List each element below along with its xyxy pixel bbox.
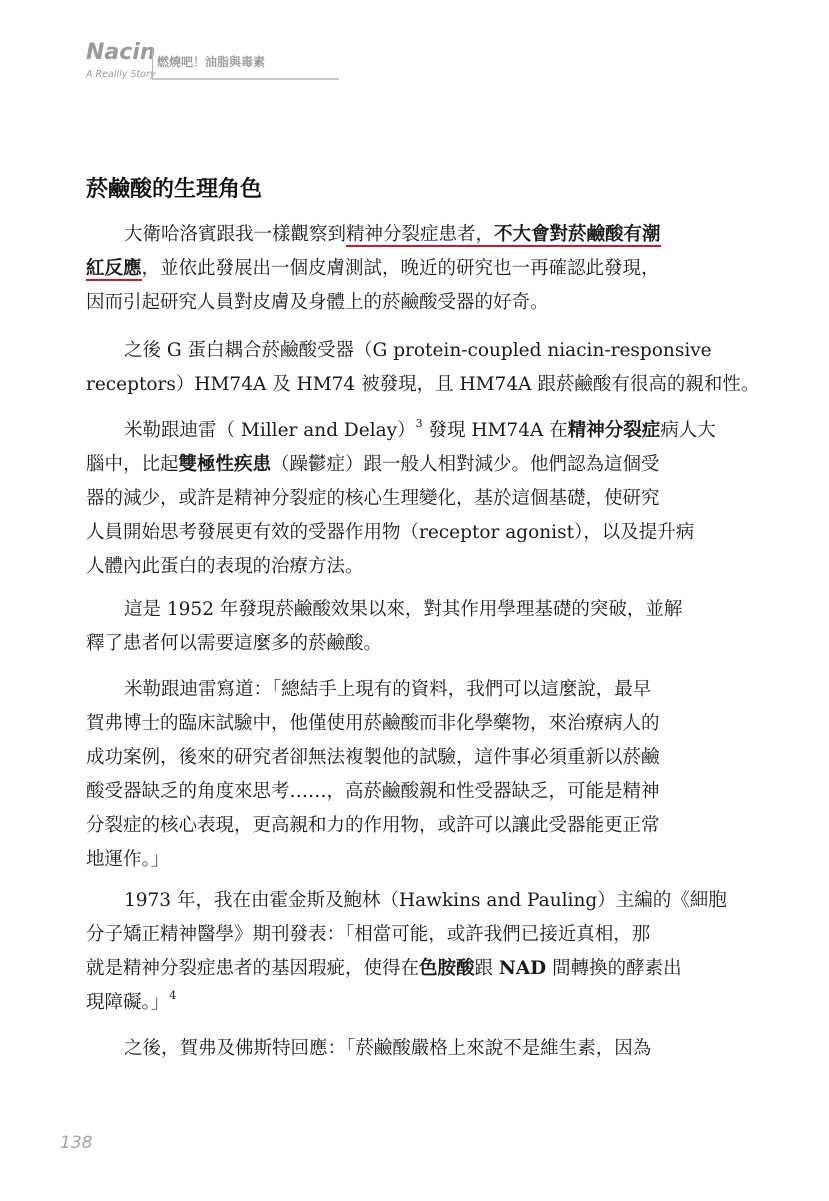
text-line: 釋了患者何以需要這麼多的菸鹼酸。 (86, 633, 383, 654)
running-header (86, 40, 326, 90)
text-line (86, 986, 746, 1020)
text-line: 這是 1952 年發現菸鹼酸效果以來，對其作用學理基礎的突破，並解 (124, 599, 683, 620)
paragraph-4 (86, 593, 746, 661)
text-line: 分子矯正精神醫學》期刊發表：「相當可能，或許我們已接近真相，那 (86, 924, 651, 945)
text-line: 人體內此蛋白的表現的治療方法。 (86, 556, 364, 577)
text-line: 成功案例，後來的研究者卻無法複製他的試驗，這件事必須重新以菸鹼 (86, 747, 660, 768)
text-run: 現障礙。」 (86, 992, 170, 1013)
paragraph-3 (86, 414, 746, 584)
text-run: 大衛哈洛賓跟我一樣觀察到 (124, 224, 347, 245)
text-run: ，並依此發展出一個皮膚測試，晚近的研究也一再確認此發現， (141, 258, 660, 279)
paragraph-2 (86, 334, 760, 402)
text-line: receptors）HM74A 及 HM74 被發現，且 HM74A 跟菸鹼酸有很高的親和性。 (86, 374, 760, 395)
text-line: 酸受器缺乏的角度來思考……，高菸鹼酸親和性受器缺乏，可能是精神 (86, 781, 660, 802)
text-line (86, 252, 746, 286)
text-run: 就是精神分裂症患者的基因瑕疵，使得在 (86, 958, 420, 979)
text-line: 因而引起研究人員對皮膚及身體上的菸鹼酸受器的好奇。 (86, 292, 549, 313)
paragraph-6 (86, 884, 746, 1020)
page-number: 138 (60, 1133, 93, 1153)
bold-text-run: NAD (498, 958, 547, 979)
paragraph-5 (86, 673, 746, 877)
text-run: 病人大 (660, 420, 716, 441)
footnote-ref: 3 (415, 417, 423, 430)
book-logo: Nacin (86, 40, 156, 65)
text-line (86, 952, 746, 986)
text-line (86, 218, 746, 252)
paragraph-7 (86, 1032, 746, 1066)
bold-text-run: 色胺酸 (419, 958, 475, 979)
text-line: 地運作。」 (86, 849, 170, 870)
book-logo-subtitle: A Reallly Story (86, 69, 156, 80)
text-line: 米勒跟迪雷寫道：「總結手上現有的資料，我們可以這麼說，最早 (124, 679, 652, 700)
text-line: 之後 G 蛋白耦合菸鹼酸受器（G protein-coupled niacin-responsive (124, 340, 712, 361)
bold-text-run: 精神分裂症 (567, 420, 661, 441)
bold-text-run: 不大會對菸鹼酸有潮 (494, 224, 661, 245)
text-line: 之後，賀弗及佛斯特回應：「菸鹼酸嚴格上來說不是維生素，因為 (124, 1038, 652, 1059)
text-line: 人員開始思考發展更有效的受器作用物（receptor agonist），以及提升病 (86, 522, 695, 543)
red-underline-highlight: 紅反應 (86, 258, 142, 279)
text-line (86, 414, 746, 448)
text-line: 賀弗博士的臨床試驗中，他僅使用菸鹼酸而非化學藥物，來治療病人的 (86, 713, 660, 734)
text-line (86, 448, 746, 482)
text-run: （躁鬱症）跟一般人相對減少。他們認為這個受 (271, 454, 660, 475)
text-run: 米勒跟迪雷（ Miller and Delay） (124, 420, 416, 441)
text-run: 腦中，比起 (86, 454, 179, 475)
text-run: 跟 (474, 958, 499, 979)
running-head-title: 燃燒吧！油脂與毒素 (157, 55, 266, 69)
text-run: 精神分裂症患者， (346, 224, 495, 245)
paragraph-1 (86, 218, 746, 320)
bold-text-run: 雙極性疾患 (178, 454, 272, 475)
text-line: 器的減少，或許是精神分裂症的核心生理變化，基於這個基礎，使研究 (86, 488, 660, 509)
section-title: 菸鹼酸的生理角色 (86, 176, 263, 202)
text-line: 分裂症的核心表現，更高親和力的作用物，或許可以讓此受器能更正常 (86, 815, 660, 836)
text-line: 1973 年，我在由霍金斯及鮑林（Hawkins and Pauling）主編的《細胞 (124, 890, 727, 911)
footnote-ref: 4 (169, 989, 177, 1002)
text-run: 發現 HM74A 在 (422, 420, 568, 441)
text-run: 間轉換的酵素出 (546, 958, 682, 979)
red-underline-highlight (346, 224, 661, 247)
